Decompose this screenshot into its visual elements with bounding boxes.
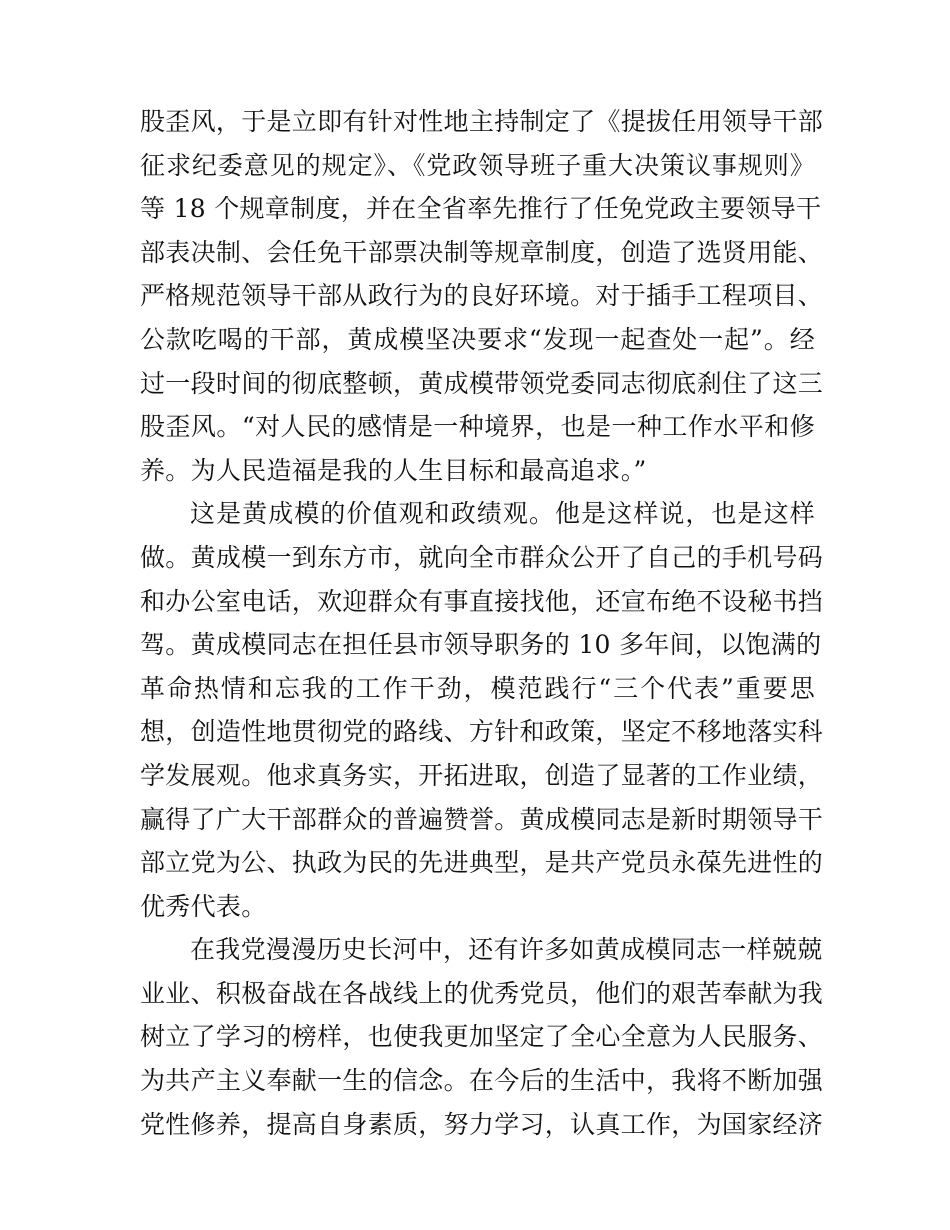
text-line: 股歪风。“对人民的感情是一种境界，也是一种工作水平和修 bbox=[140, 412, 815, 442]
paragraph-2 bbox=[140, 492, 824, 928]
text-line: 驾。黄成模同志在担任县市领导职务的 10 多年间，以饱满的 bbox=[140, 630, 822, 660]
text-line: 革命热情和忘我的工作干劲，模范践行“三个代表”重要思 bbox=[140, 673, 815, 703]
text-line: 赢得了广大干部群众的普遍赞誉。黄成模同志是新时期领导干 bbox=[140, 804, 824, 834]
text-line: 学发展观。他求真务实，开拓进取，创造了显著的工作业绩， bbox=[140, 760, 824, 790]
text-line: 优秀代表。 bbox=[140, 891, 267, 921]
text-line: 和办公室电话，欢迎群众有事直接找他，还宣布绝不设秘书挡 bbox=[140, 586, 824, 616]
text-line: 在我党漫漫历史长河中，还有许多如黄成模同志一样兢兢 bbox=[190, 935, 823, 965]
paragraph-1 bbox=[140, 100, 824, 492]
text-line: 党性修养，提高自身素质，努力学习，认真工作，为国家经济 bbox=[140, 1109, 824, 1139]
paragraph-3 bbox=[140, 928, 824, 1146]
text-line: 公款吃喝的干部，黄成模坚决要求“发现一起查处一起”。经 bbox=[140, 324, 815, 354]
text-line: 想，创造性地贯彻党的路线、方针和政策，坚定不移地落实科 bbox=[140, 717, 824, 747]
text-line: 征求纪委意见的规定》、《党政领导班子重大决策议事规则》 bbox=[140, 150, 815, 180]
text-line: 部立党为公、执政为民的先进典型，是共产党员永葆先进性的 bbox=[140, 848, 824, 878]
text-line: 等 18 个规章制度，并在全省率先推行了任免党政主要领导干 bbox=[140, 194, 822, 224]
text-line: 部表决制、会任免干部票决制等规章制度，创造了选贤用能、 bbox=[140, 237, 824, 267]
text-line: 养。为人民造福是我的人生目标和最高追求。” bbox=[140, 455, 647, 485]
text-line: 这是黄成模的价值观和政绩观。他是这样说，也是这样 bbox=[190, 499, 815, 529]
text-line: 做。黄成模一到东方市，就向全市群众公开了自己的手机号码 bbox=[140, 542, 824, 572]
text-line: 业业、积极奋战在各战线上的优秀党员，他们的艰苦奉献为我 bbox=[140, 978, 824, 1008]
text-line: 严格规范领导干部从政行为的良好环境。对于插手工程项目、 bbox=[140, 281, 824, 311]
text-line: 过一段时间的彻底整顿，黄成模带领党委同志彻底刹住了这三 bbox=[140, 368, 824, 398]
text-line: 股歪风，于是立即有针对性地主持制定了《提拔任用领导干部 bbox=[140, 107, 824, 136]
text-line: 树立了学习的榜样，也使我更加坚定了全心全意为人民服务、 bbox=[140, 1022, 824, 1052]
document-body bbox=[140, 100, 824, 1146]
text-line: 为共产主义奉献一生的信念。在今后的生活中，我将不断加强 bbox=[140, 1066, 824, 1096]
